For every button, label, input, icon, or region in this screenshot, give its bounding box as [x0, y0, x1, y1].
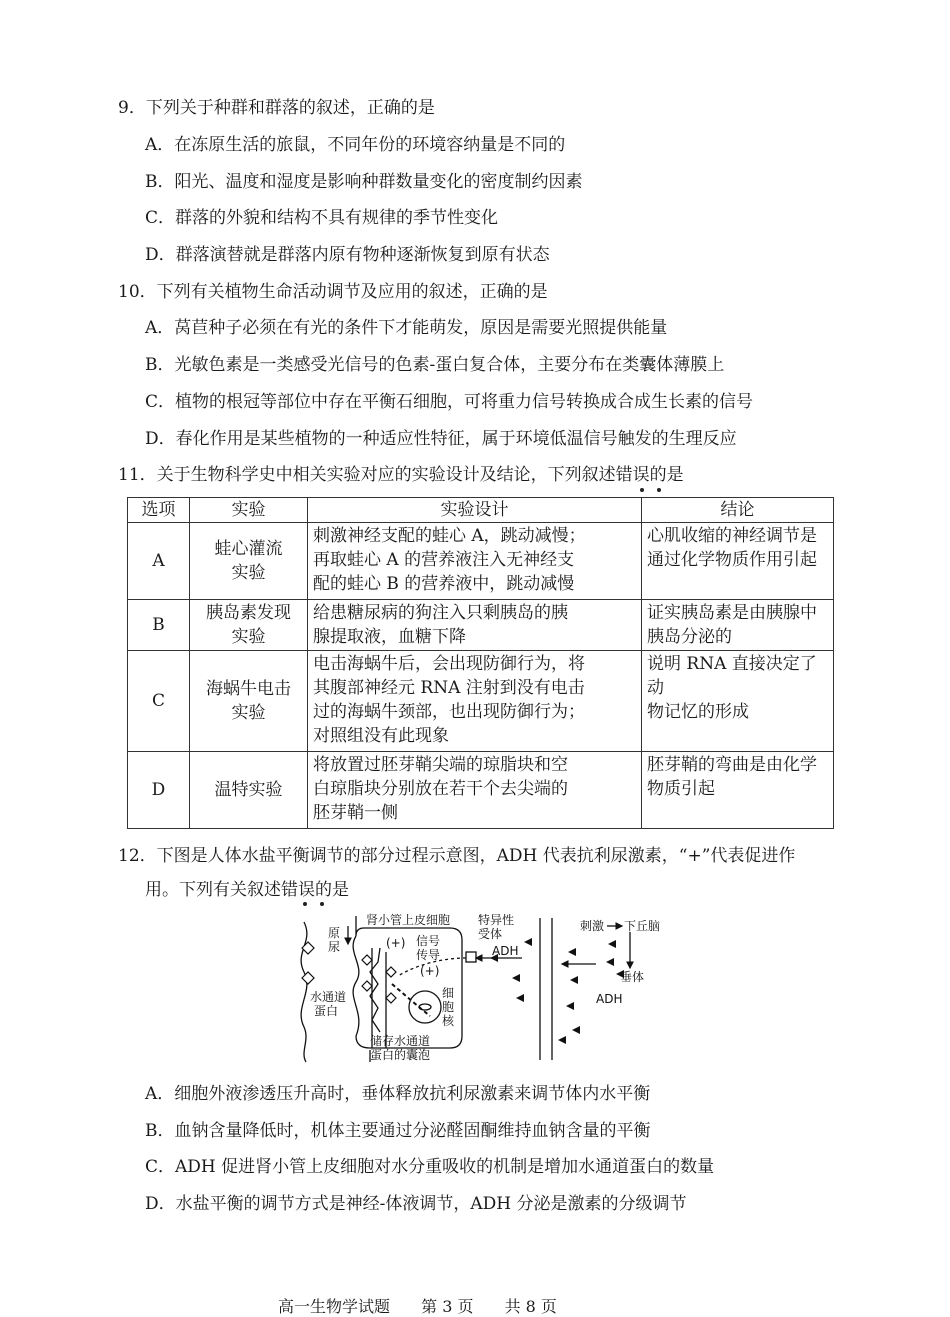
question-10-option-c: C．植物的根冠等部位中存在平衡石细胞，可将重力信号转换成合成生长素的信号 [145, 392, 754, 412]
table-row [128, 600, 834, 651]
table-cell-experiment: 蛙心灌流 实验 [190, 523, 308, 600]
table-cell-design: 给患糖尿病的狗注入只剩胰岛的胰 腺提取液，血糖下降 [308, 600, 642, 651]
water-salt-balance-diagram [290, 912, 710, 1064]
label-urine-2: 尿 [328, 940, 341, 954]
table-cell-experiment: 海蜗牛电击 实验 [190, 651, 308, 752]
question-12-option-b: B．血钠含量降低时，机体主要通过分泌醛固酮维持血钠含量的平衡 [145, 1121, 651, 1141]
table-cell-option: B [128, 600, 190, 651]
table-cell-experiment: 胰岛素发现 实验 [190, 600, 308, 651]
label-nucleus-1: 细 [442, 986, 455, 1000]
emphasis-dot [320, 902, 324, 906]
table-cell-experiment: 温特实验 [190, 752, 308, 829]
footer-subject: 高一生物学试题 [278, 1297, 391, 1316]
footer-total: 共 8 页 [504, 1297, 557, 1316]
question-12-option-a: A．细胞外液渗透压升高时，垂体释放抗利尿激素来调节体内水平衡 [145, 1084, 651, 1104]
label-tubule-cell: 肾小管上皮细胞 [366, 913, 451, 927]
table-header: 实验 [190, 498, 308, 523]
question-10-option-a: A．莴苣种子必须在有光的条件下才能萌发，原因是需要光照提供能量 [145, 318, 668, 338]
question-9-option-c: C．群落的外貌和结构不具有规律的季节性变化 [145, 208, 499, 228]
label-nucleus-3: 核 [442, 1014, 455, 1028]
table-header-row [128, 498, 834, 523]
label-plus-2: (+) [420, 964, 440, 978]
question-10-option-d: D．春化作用是某些植物的一种适应性特征，属于环境低温信号触发的生理反应 [145, 429, 737, 449]
table-row [128, 523, 834, 600]
question-9-option-d: D．群落演替就是群落内原有物种逐渐恢复到原有状态 [145, 245, 550, 265]
question-12-option-d: D．水盐平衡的调节方式是神经-体液调节，ADH 分泌是激素的分级调节 [145, 1194, 687, 1214]
table-cell-option: D [128, 752, 190, 829]
label-receptor-2: 受体 [478, 927, 503, 941]
table-cell-conclusion: 说明 RNA 直接决定了动 物记忆的形成 [642, 651, 834, 752]
table-cell-design: 刺激神经支配的蛙心 A，跳动减慢； 再取蛙心 A 的营养液注入无神经支 配的蛙心 B 的营养液中，跳动减慢 [308, 523, 642, 600]
table-cell-option: C [128, 651, 190, 752]
emphasis-dot [303, 902, 307, 906]
question-12-stem-cont: 用。下列有关叙述错误的是 [145, 880, 349, 900]
question-10-option-b: B．光敏色素是一类感受光信号的色素-蛋白复合体，主要分布在类囊体薄膜上 [145, 355, 725, 375]
label-receptor-1: 特异性 [478, 913, 515, 927]
table-cell-design: 将放置过胚芽鞘尖端的琼脂块和空 白琼脂块分别放在若干个去尖端的 胚芽鞘一侧 [308, 752, 642, 829]
label-urine-1: 原 [328, 926, 341, 940]
table-cell-option: A [128, 523, 190, 600]
label-nucleus-2: 胞 [442, 1000, 455, 1014]
question-12-stem: 12．下图是人体水盐平衡调节的部分过程示意图，ADH 代表抗利尿激素，“+”代表促进作 [118, 846, 796, 866]
table-header: 实验设计 [308, 498, 642, 523]
question-11-stem: 11．关于生物科学史中相关实验对应的实验设计及结论，下列叙述错误的是 [118, 465, 684, 485]
table-header: 选项 [128, 498, 190, 523]
label-vesicle-1: 储存水通道 [370, 1034, 431, 1048]
question-9-option-a: A．在冻原生活的旅鼠，不同年份的环境容纳量是不同的 [145, 135, 566, 155]
question-12-option-c: C．ADH 促进肾小管上皮细胞对水分重吸收的机制是增加水通道蛋白的数量 [145, 1157, 715, 1177]
label-stimulus: 刺激 [580, 919, 605, 933]
label-vesicle-2: 蛋白的囊泡 [370, 1048, 431, 1062]
label-aquaporin-1: 水通道 [310, 990, 347, 1004]
question-10-stem: 10．下列有关植物生命活动调节及应用的叙述，正确的是 [118, 282, 548, 302]
table-row [128, 752, 834, 829]
table-cell-design: 电击海蜗牛后，会出现防御行为，将 其腹部神经元 RNA 注射到没有电击 过的海蜗牛颈部，也出现防御行为； 对照组没有此现象 [308, 651, 642, 752]
question-9-option-b: B．阳光、温度和湿度是影响种群数量变化的密度制约因素 [145, 172, 583, 192]
emphasis-dot [640, 488, 644, 492]
question-9-stem: 9．下列关于种群和群落的叙述，正确的是 [118, 98, 435, 118]
label-plus-1: (+) [386, 936, 406, 950]
table-row [128, 651, 834, 752]
table-cell-conclusion: 胚芽鞘的弯曲是由化学 物质引起 [642, 752, 834, 829]
label-signal-2: 传导 [416, 948, 441, 962]
experiment-table [127, 497, 834, 829]
table-cell-conclusion: 心肌收缩的神经调节是 通过化学物质作用引起 [642, 523, 834, 600]
label-adh-left: ADH [492, 944, 519, 958]
label-aquaporin-2: 蛋白 [314, 1004, 339, 1018]
label-pituitary: 垂体 [620, 970, 645, 984]
page-footer [278, 1294, 583, 1317]
label-signal-1: 信号 [416, 934, 441, 948]
emphasis-dot [657, 488, 661, 492]
label-hypothalamus: 下丘脑 [624, 919, 661, 933]
label-adh-right: ADH [596, 992, 623, 1006]
table-cell-conclusion: 证实胰岛素是由胰腺中 胰岛分泌的 [642, 600, 834, 651]
table-header: 结论 [642, 498, 834, 523]
footer-page: 第 3 页 [421, 1297, 474, 1316]
